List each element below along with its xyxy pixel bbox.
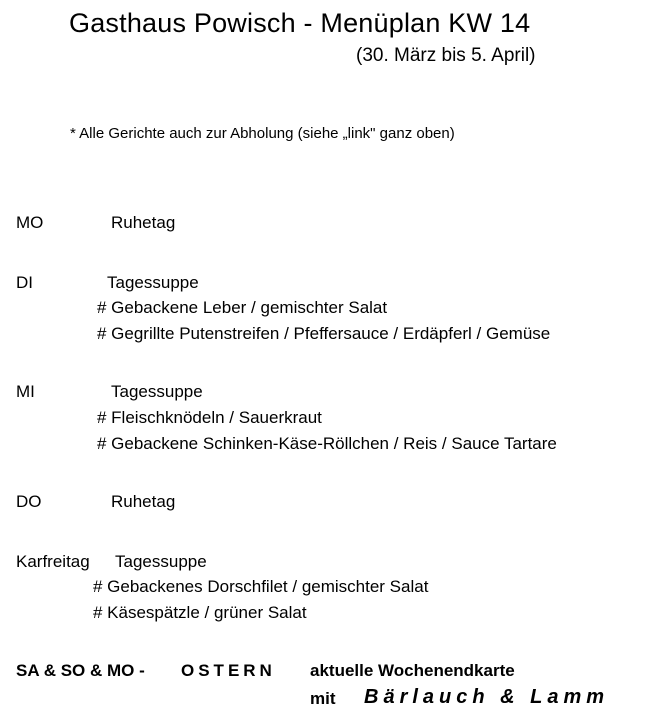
day-karfreitag-soup: Tagessuppe — [115, 552, 207, 571]
day-di-soup: Tagessuppe — [107, 273, 199, 292]
page-title: Gasthaus Powisch - Menüplan KW 14 — [69, 8, 531, 38]
day-label-do: DO — [16, 492, 42, 511]
day-mo-rest: Ruhetag — [111, 213, 176, 232]
weekend-card-text: aktuelle Wochenendkarte — [310, 661, 515, 680]
day-mi-dish-1: # Fleischknödeln / Sauerkraut — [97, 408, 322, 427]
ostern-label: OSTERN — [181, 661, 276, 680]
weekend-special: Bärlauch & Lamm — [364, 686, 610, 708]
day-karfreitag-dish-2: # Käsespätzle / grüner Salat — [93, 603, 307, 622]
weekend-mit-label: mit — [310, 689, 336, 708]
day-karfreitag-dish-1: # Gebackenes Dorschfilet / gemischter Salat — [93, 577, 429, 596]
day-label-mi: MI — [16, 382, 35, 401]
day-mi-dish-2: # Gebackene Schinken-Käse-Röllchen / Reis / Sauce Tartare — [97, 434, 557, 453]
day-label-karfreitag: Karfreitag — [16, 552, 90, 571]
day-di-dish-2: # Gegrillte Putenstreifen / Pfeffersauce / Erdäpferl / Gemüse — [97, 324, 551, 343]
pickup-note: * Alle Gerichte auch zur Abholung (siehe „link" ganz oben) — [70, 125, 455, 142]
day-label-di: DI — [16, 273, 33, 292]
day-do-rest: Ruhetag — [111, 492, 176, 511]
day-di-dish-1: # Gebackene Leber / gemischter Salat — [97, 298, 388, 317]
day-label-mo: MO — [16, 213, 44, 232]
date-range: (30. März bis 5. April) — [356, 45, 536, 66]
weekend-label: SA & SO & MO - — [16, 661, 145, 680]
day-mi-soup: Tagessuppe — [111, 382, 203, 401]
